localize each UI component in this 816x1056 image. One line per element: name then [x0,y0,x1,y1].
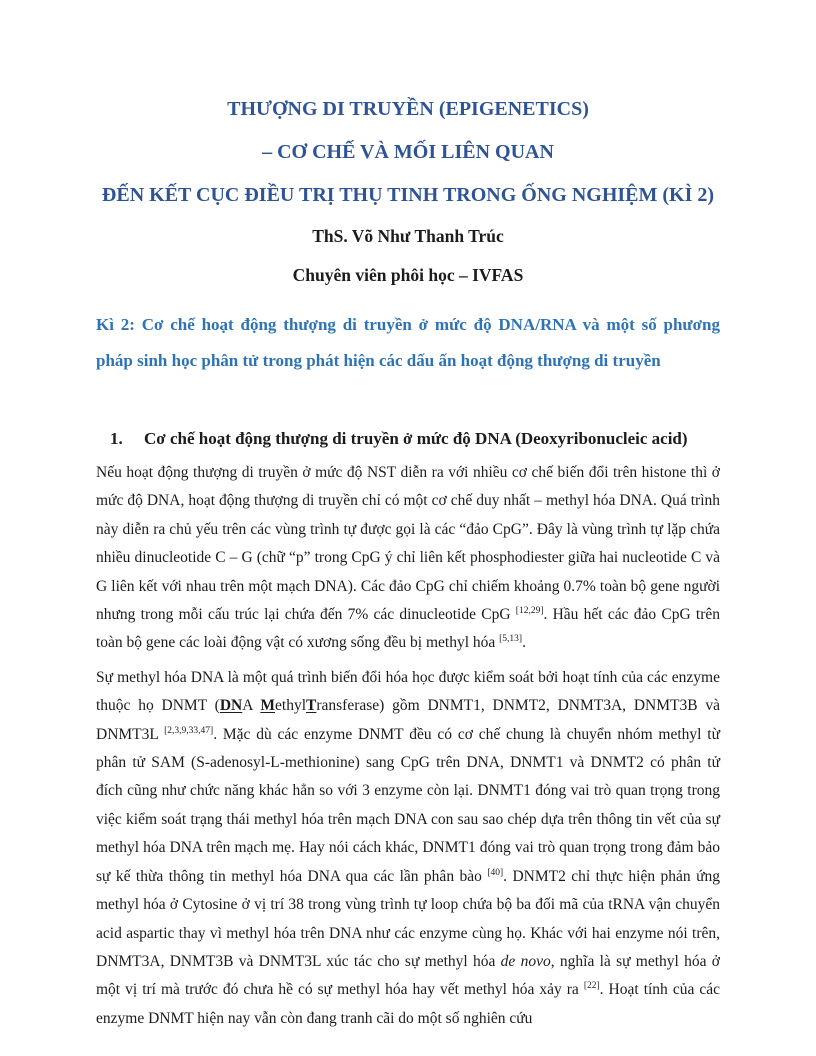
text-run: . Hoạt tính của các enzyme DNMT hiện nay vẫn còn đang tranh cãi do một số nghiên cứu [96,981,720,1027]
text-run: ransferase) gồm DNMT1, DNMT2, DNMT3A, DNMT3B và DNMT3L [96,697,720,743]
citation-superscript: [2,3,9,33,47] [164,725,214,736]
author-affiliation: Chuyên viên phôi học – IVFAS [292,265,524,285]
text-run: . DNMT2 chỉ thực hiện phản ứng methyl hóa ở Cytosine ở vị trí 38 trong vùng trình tự loop chứa bộ ba đối mã của tRNA vận chuyển acid aspartic thay vì methyl hóa trên DNA như các enzyme cùng họ. Khác với hai enzyme nói trên, DNMT3A, DNMT3B và DNMT3L xúc tác cho sự methyl hóa [96,867,720,970]
text-run: A [242,697,261,715]
emphasized-initials: DN [219,697,243,715]
text-run: ethyl [275,697,307,715]
text-run: . [522,634,526,652]
text-run: , nghĩa là sự methyl hóa ở một vị trí mà trước đó chưa hề có sự methyl hóa hay vết methyl hóa xảy ra [96,952,720,999]
italic-term: de novo [500,952,551,970]
body-paragraph [96,459,720,658]
body-paragraphs [96,459,720,1033]
title-line-3: ĐẾN KẾT CỤC ĐIỀU TRỊ THỤ TINH TRONG ỐNG NGHIỆM (KÌ 2) [101,184,715,206]
citation-superscript: [12,29] [515,605,544,616]
citation-superscript: [22] [583,981,600,992]
section-title: Cơ chế hoạt động thượng di truyền ở mức độ DNA (Deoxyribonucleic acid) [144,429,688,448]
author-name: ThS. Võ Như Thanh Trúc [312,226,504,246]
citation-superscript: [5,13] [499,634,523,645]
text-run: . Hầu hết các đảo CpG trên toàn bộ gene các loài động vật có xương sống đều bị methyl hóa [96,606,720,652]
section-number: 1. [110,429,123,448]
emphasized-initials: M [260,697,276,715]
text-run: Nếu hoạt động thượng di truyền ở mức độ NST diễn ra với nhiều cơ chế biến đổi trên histone thì ở mức độ DNA, hoạt động thượng di truyền chỉ có một cơ chế duy nhất – methyl hóa DNA. Quá trình này diễn ra chủ yếu trên các vùng trình tự được gọi là các “đảo CpG”. Đây là vùng trình tự lặp chứa nhiều dinucleotide C – G (chữ “p” trong CpG ý chỉ liên kết phosphodiester giữa hai nucleotide C và G liên kết với nhau trên một mạch DNA). Các đảo CpG chỉ chiếm khoảng 0.7% toàn bộ gene người nhưng trong mỗi cấu trúc lại chứa đến 7% các dinucleotide CpG [96,464,720,624]
emphasized-initials: T [306,697,317,715]
title-line-1: THƯỢNG DI TRUYỀN (EPIGENETICS) [227,98,589,120]
citation-superscript: [40] [487,867,504,878]
body-paragraph [96,664,720,1033]
text-run: . Mặc dù các enzyme DNMT đều có cơ chế chung là chuyển nhóm methyl từ phân tử SAM (S-adenosyl-L-methionine) sang CpG trên DNA, DNMT1 và DNMT2 có phân tử đích cũng như chức năng khác hẳn so với 3 enzyme còn lại. DNMT1 đóng vai trò quan trọng trong việc kiểm soát trạng thái methyl hóa trên mạch DNA con sau sao chép dựa trên thông tin vết của sự methyl hóa DNA trên mạch mẹ. Hay nói cách khác, DNMT1 đóng vai trò quan trọng trong đảm bảo sự kế thừa thông tin methyl hóa DNA qua các lần phân bào [96,725,721,885]
title-line-2: – CƠ CHẾ VÀ MỐI LIÊN QUAN [262,141,554,163]
text-run: Sự methyl hóa DNA là một quá trình biến đổi hóa học được kiểm soát bởi hoạt tính của các enzyme thuộc họ DNMT ( [96,668,720,715]
section-heading [96,425,720,453]
document-title [96,88,720,217]
lede-paragraph: Kì 2: Cơ chế hoạt động thượng di truyền ở mức độ DNA/RNA và một số phương pháp sinh học phân tử trong phát hiện các dấu ấn hoạt động thượng di truyền [96,315,720,370]
